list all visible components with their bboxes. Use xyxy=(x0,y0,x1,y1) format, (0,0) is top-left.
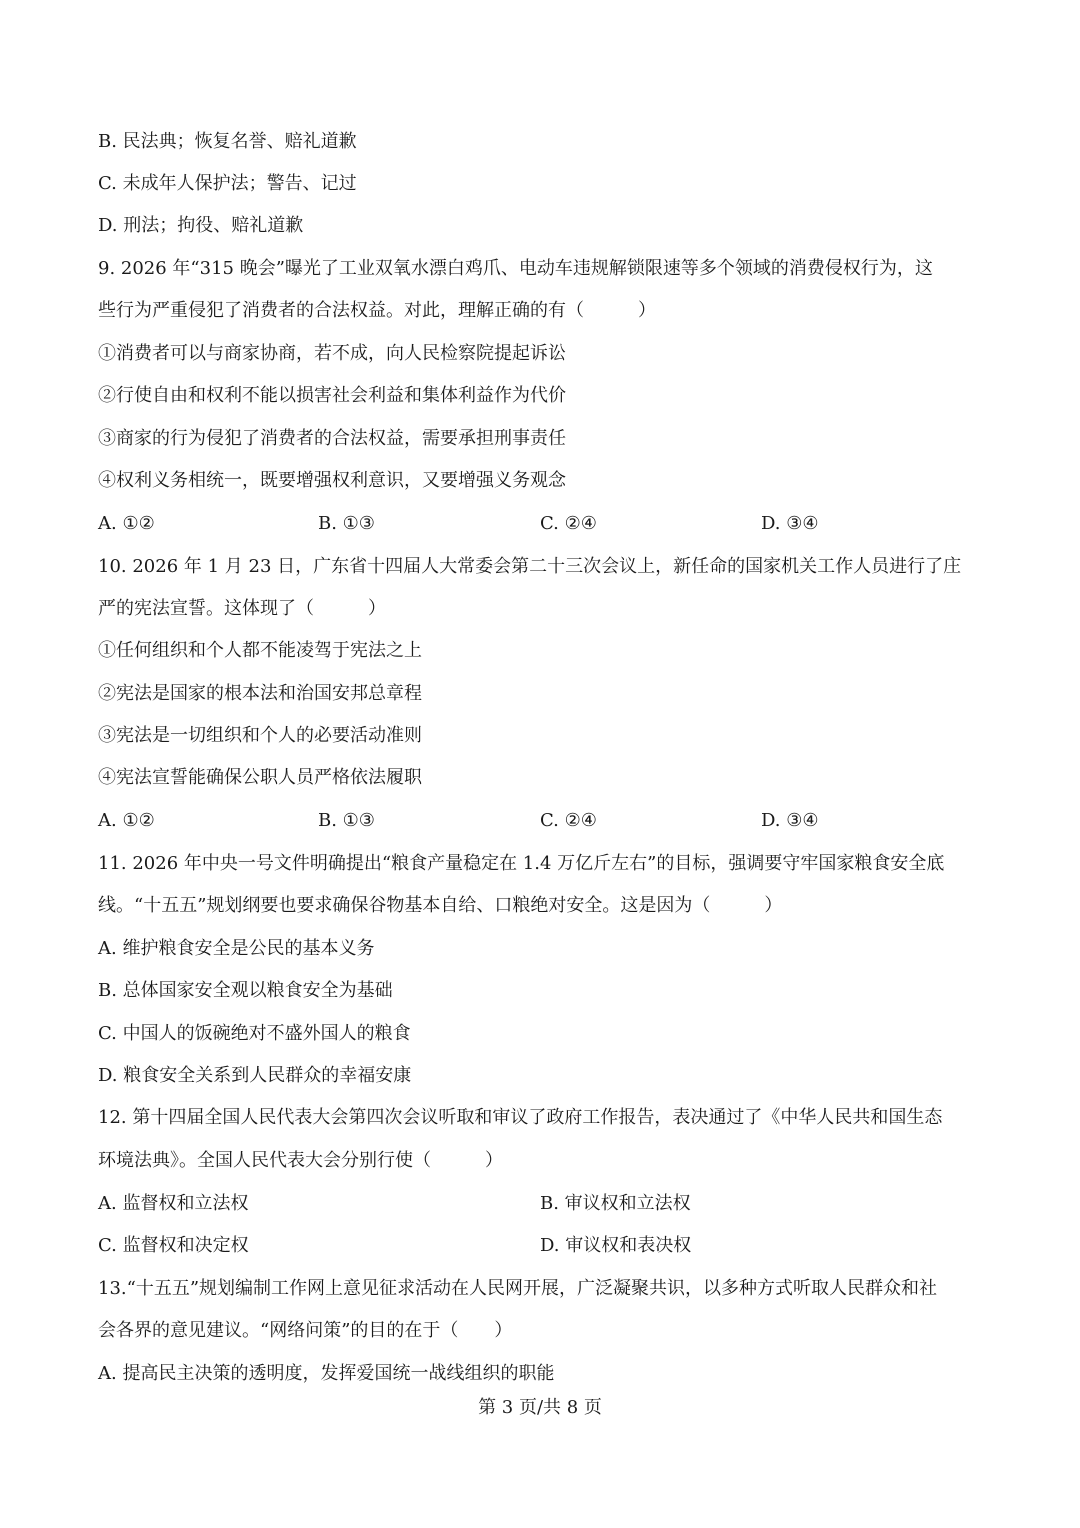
q12-option-d: D. 审议权和表决权 xyxy=(540,1235,692,1256)
q12-option-c: C. 监督权和决定权 xyxy=(98,1235,249,1256)
q13-option-a: A. 提高民主决策的透明度，发挥爱国统一战线组织的职能 xyxy=(98,1363,555,1384)
q11-stem-line-1: 11. 2026 年中央一号文件明确提出“粮食产量稳定在 1.4 万亿斤左右”的目标，强调要守牢国家粮食安全底 xyxy=(98,853,945,874)
prev-option-c: C. 未成年人保护法；警告、记过 xyxy=(98,173,357,194)
q12-option-a: A. 监督权和立法权 xyxy=(98,1193,249,1214)
q11-option-d: D. 粮食安全关系到人民群众的幸福安康 xyxy=(98,1065,412,1086)
q13-stem-line-1: 13.“十五五”规划编制工作网上意见征求活动在人民网开展，广泛凝聚共识，以多种方式听取人民群众和社 xyxy=(98,1278,938,1299)
q10-statement-1: ①任何组织和个人都不能凌驾于宪法之上 xyxy=(98,640,422,661)
q11-stem-line-2: 线。“十五五”规划纲要也要求确保谷物基本自给、口粮绝对安全。这是因为（ ） xyxy=(98,895,783,916)
q13-stem-line-2: 会各界的意见建议。“网络问策”的目的在于（ ） xyxy=(98,1320,513,1341)
q9-statement-4: ④权利义务相统一，既要增强权利意识，又要增强义务观念 xyxy=(98,470,566,491)
q9-option-d: D. ③④ xyxy=(761,513,819,534)
prev-option-b: B. 民法典；恢复名誉、赔礼道歉 xyxy=(98,131,357,152)
q9-statement-1: ①消费者可以与商家协商，若不成，向人民检察院提起诉讼 xyxy=(98,343,566,364)
q9-option-a: A. ①② xyxy=(98,513,155,534)
q11-option-c: C. 中国人的饭碗绝对不盛外国人的粮食 xyxy=(98,1023,411,1044)
q10-statement-4: ④宪法宣誓能确保公职人员严格依法履职 xyxy=(98,767,422,788)
q10-stem-line-1: 10. 2026 年 1 月 23 日，广东省十四届人大常委会第二十三次会议上，新任命的国家机关工作人员进行了庄 xyxy=(98,556,962,577)
q12-stem-line-2: 环境法典》。全国人民代表大会分别行使（ ） xyxy=(98,1150,503,1171)
q9-statement-2: ②行使自由和权利不能以损害社会利益和集体利益作为代价 xyxy=(98,385,566,406)
q12-stem-line-1: 12. 第十四届全国人民代表大会第四次会议听取和审议了政府工作报告，表决通过了《中华人民共和国生态 xyxy=(98,1107,943,1128)
q10-statement-2: ②宪法是国家的根本法和治国安邦总章程 xyxy=(98,683,422,704)
q10-option-a: A. ①② xyxy=(98,810,155,831)
prev-option-d: D. 刑法；拘役、赔礼道歉 xyxy=(98,215,304,236)
q10-option-c: C. ②④ xyxy=(540,810,597,831)
q10-option-b: B. ①③ xyxy=(318,810,375,831)
q9-stem-line-1: 9. 2026 年“315 晚会”曝光了工业双氧水漂白鸡爪、电动车违规解锁限速等多个领域的消费侵权行为，这 xyxy=(98,258,933,279)
q10-option-d: D. ③④ xyxy=(761,810,819,831)
q10-statement-3: ③宪法是一切组织和个人的必要活动准则 xyxy=(98,725,422,746)
q9-option-c: C. ②④ xyxy=(540,513,597,534)
q9-stem-line-2: 些行为严重侵犯了消费者的合法权益。对此，理解正确的有（ ） xyxy=(98,300,656,321)
q12-option-b: B. 审议权和立法权 xyxy=(540,1193,691,1214)
q11-option-a: A. 维护粮食安全是公民的基本义务 xyxy=(98,938,375,959)
q9-option-b: B. ①③ xyxy=(318,513,375,534)
q9-statement-3: ③商家的行为侵犯了消费者的合法权益，需要承担刑事责任 xyxy=(98,428,566,449)
q10-stem-line-2: 严的宪法宣誓。这体现了（ ） xyxy=(98,598,386,619)
q11-option-b: B. 总体国家安全观以粮食安全为基础 xyxy=(98,980,393,1001)
page-number: 第 3 页/共 8 页 xyxy=(478,1397,602,1418)
